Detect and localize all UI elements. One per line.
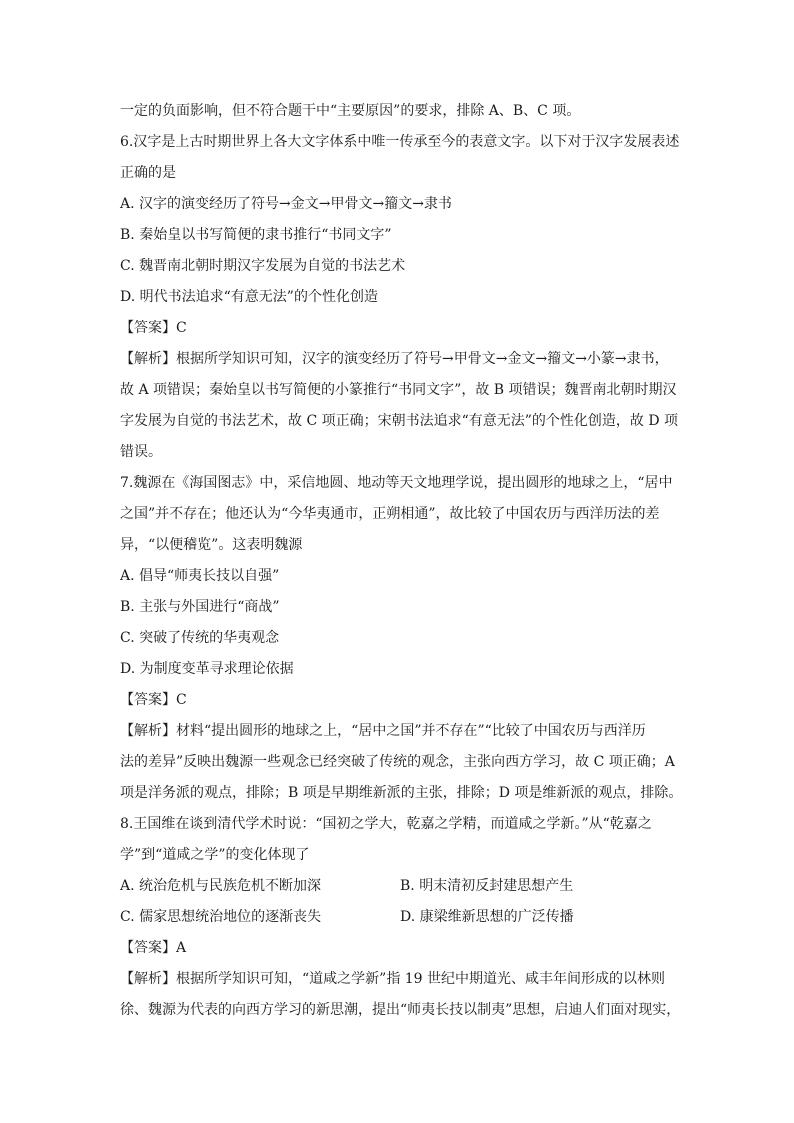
question-8-option-b: B. 明末清初反封建思想产生: [400, 878, 574, 894]
question-6-analysis: 字发展为自觉的书法艺术，故 C 项正确；宋朝书法追求“有意无法”的个性化创造，故 D 项: [120, 413, 679, 429]
question-6-analysis: 【解析】根据所学知识可知，汉字的演变经历了符号→甲骨文→金文→籀文→小篆→隶书，: [120, 351, 669, 367]
question-7-analysis: 项是洋务派的观点，排除；B 项是早期维新派的主张，排除；D 项是维新派的观点，排除。: [120, 785, 683, 801]
question-7-answer: 【答案】C: [120, 692, 187, 708]
question-8-stem: 8.王国维在谈到清代学术时说：“国初之学大，乾嘉之学精，而道咸之学新。”从“乾嘉之: [120, 816, 652, 832]
question-8-stem: 学”到“道咸之学”的变化体现了: [120, 847, 310, 863]
question-7-option-b: B. 主张与外国进行“商战”: [120, 599, 280, 615]
question-6-stem: 6.汉字是上古时期世界上各大文字体系中唯一传承至今的表意文字。以下对于汉字发展表述: [120, 134, 680, 150]
question-6-option-d: D. 明代书法追求“有意无法”的个性化创造: [120, 289, 378, 305]
document-page: [120, 96, 683, 1026]
question-6-option-a: A. 汉字的演变经历了符号→金文→甲骨文→籀文→隶书: [120, 196, 452, 212]
question-7-option-d: D. 为制度变革寻求理论依据: [120, 661, 294, 677]
question-6-option-c: C. 魏晋南北朝时期汉字发展为自觉的书法艺术: [120, 258, 406, 274]
question-8-option-d: D. 康梁维新思想的广泛传播: [400, 909, 574, 925]
question-6-stem: 正确的是: [120, 165, 176, 181]
question-6-analysis: 故 A 项错误；秦始皇以书写简便的小篆推行“书同文字”，故 B 项错误；魏晋南北朝时期汉: [120, 382, 677, 398]
question-8-options-row: [120, 902, 680, 933]
question-8-analysis: 徐、魏源为代表的向西方学习的新思潮，提出“师夷长技以制夷”思想，启迪人们面对现实，: [120, 1002, 681, 1018]
question-8-analysis: 【解析】根据所学知识可知，“道咸之学新”指 19 世纪中期道光、咸丰年间形成的以林则: [120, 971, 666, 987]
question-8-answer: 【答案】A: [120, 940, 187, 956]
question-7-stem: 7.魏源在《海国图志》中，采信地圆、地动等天文地理学说，提出圆形的地球之上，“居中: [120, 475, 673, 491]
question-8-option-c: C. 儒家思想统治地位的逐渐丧失: [120, 909, 322, 925]
question-7-analysis: 法的差异”反映出魏源一些观念已经突破了传统的观念，主张向西方学习，故 C 项正确；A: [120, 754, 675, 770]
question-7-stem: 之国”并不存在；他还认为“今华夷通市，正朔相通”，故比较了中国农历与西洋历法的差: [120, 506, 660, 522]
question-6-option-b: B. 秦始皇以书写简便的隶书推行“书同文字”: [120, 227, 392, 243]
question-8-option-a: A. 统治危机与民族危机不断加深: [120, 878, 322, 894]
question-6-analysis: 错误。: [120, 444, 162, 460]
question-7-analysis: 【解析】材料“提出圆形的地球之上，“居中之国”并不存在”“比较了中国农历与西洋历: [120, 723, 646, 739]
text-line: 一定的负面影响，但不符合题干中“主要原因”的要求，排除 A、B、C 项。: [120, 103, 581, 119]
question-7-option-c: C. 突破了传统的华夷观念: [120, 630, 280, 646]
question-6-answer: 【答案】C: [120, 320, 187, 336]
question-8-options-row: [120, 871, 680, 902]
question-7-option-a: A. 倡导“师夷长技以自强”: [120, 568, 280, 584]
question-7-stem: 异，“以便稽览”。这表明魏源: [120, 537, 303, 553]
